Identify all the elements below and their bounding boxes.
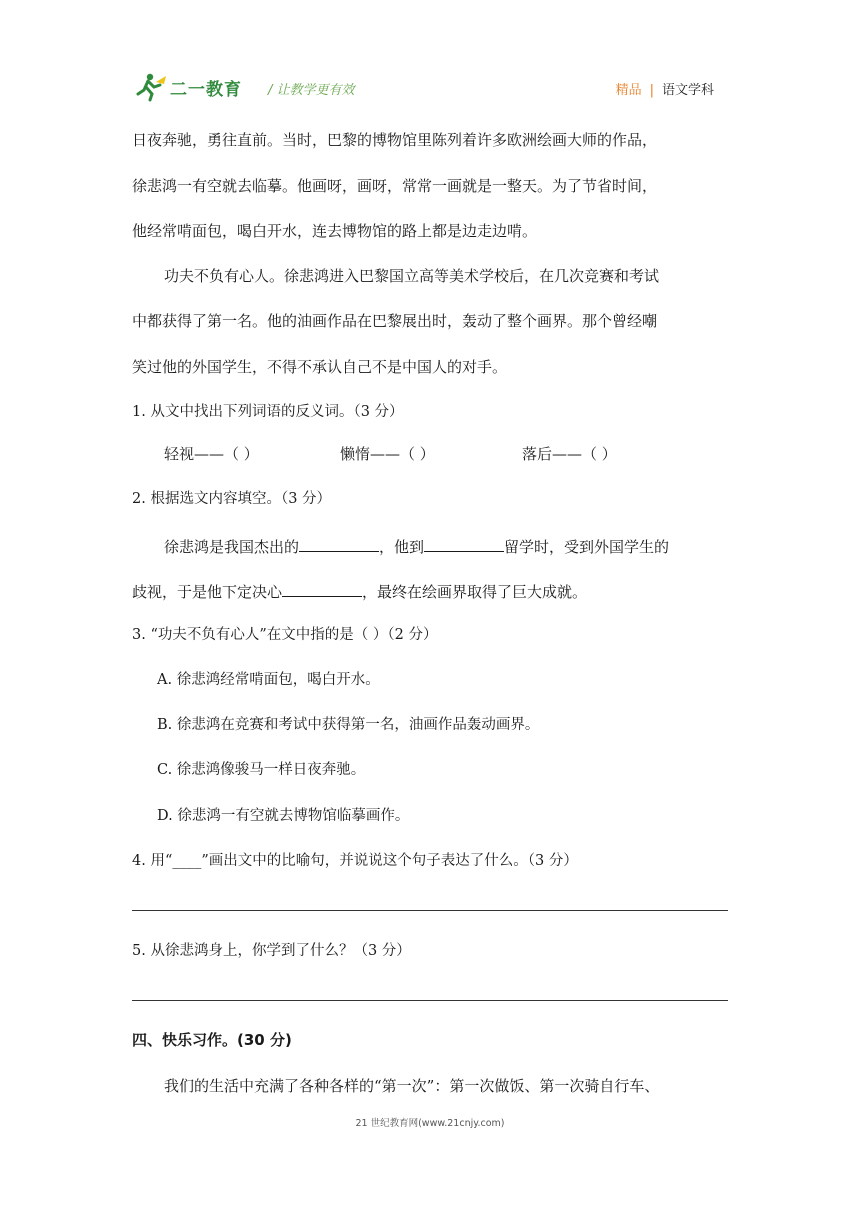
slogan: / 让教学更有效 [268,83,355,98]
fill-text: 留学时，受到外国学生的 [504,538,670,556]
subject-label: 语文学科 [661,83,714,98]
section-4-text: 我们的生活中充满了各种各样的“第一次”：第一次做饭、第一次骑自行车、 [164,1077,660,1095]
tag-separator: | [649,83,654,98]
question-5-title: 5. 从徐悲鸿身上，你学到了什么？（3 分） [132,943,411,959]
fill-text: 徐悲鸿是我国杰出的 [164,538,300,556]
option-d[interactable]: D. 徐悲鸿一有空就去博物馆临摹画作。 [157,808,410,824]
passage-line: 他经常啃面包，喝白开水，连去博物馆的路上都是边走边啃。 [132,222,538,240]
question-1-title: 1. 从文中找出下列词语的反义词。（3 分） [132,404,404,420]
option-a[interactable]: A. 徐悲鸿经常啃面包，喝白开水。 [157,672,380,688]
page-header [136,68,728,108]
passage-line: 功夫不负有心人。徐悲鸿进入巴黎国立高等美术学校后，在几次竞赛和考试 [164,267,660,285]
fill-line-1 [164,535,669,557]
fill-text: ，他到 [379,538,425,556]
logo-text: 二一教育 [170,80,242,100]
question-2-title: 2. 根据选文内容填空。（3 分） [132,491,332,507]
option-c[interactable]: C. 徐悲鸿像骏马一样日夜奔驰。 [157,762,366,778]
question-4-title: 4. 用“____”画出文中的比喻句，并说说这个句子表达了什么。（3 分） [132,853,578,869]
subject-tag [616,79,714,98]
passage-line: 笑过他的外国学生，不得不承认自己不是中国人的对手。 [132,358,508,376]
fill-line-2 [132,580,587,602]
antonym-item-3: 落后——（ ） [522,445,617,463]
quality-tag: 精品 [615,83,642,98]
answer-blank[interactable] [282,580,362,597]
section-4-title: 四、快乐习作。(30 分) [132,1031,292,1049]
fill-text: 歧视，于是他下定决心 [132,583,283,601]
answer-line[interactable] [132,1000,728,1001]
fill-text: ，最终在绘画界取得了巨大成就。 [362,583,588,601]
option-b[interactable]: B. 徐悲鸿在竞赛和考试中获得第一名，油画作品轰动画界。 [157,717,540,733]
answer-blank[interactable] [424,535,504,552]
page-footer: 21 世纪教育网(www.21cnjy.com) [355,1118,505,1129]
passage-line: 中都获得了第一名。他的油画作品在巴黎展出时，轰动了整个画界。那个曾经嘲 [132,312,658,330]
antonym-item-2: 懒惰——（ ） [340,445,435,463]
question-3-title: 3. “功夫不负有心人”在文中指的是（ ）（2 分） [132,627,438,643]
answer-line[interactable] [132,910,728,911]
passage-line: 日夜奔驰，勇往直前。当时，巴黎的博物馆里陈列着许多欧洲绘画大师的作品， [132,131,658,149]
antonym-item-1: 轻视——（ ） [164,445,259,463]
passage-line: 徐悲鸿一有空就去临摹。他画呀，画呀，常常一画就是一整天。为了节省时间， [132,177,658,195]
answer-blank[interactable] [299,535,379,552]
